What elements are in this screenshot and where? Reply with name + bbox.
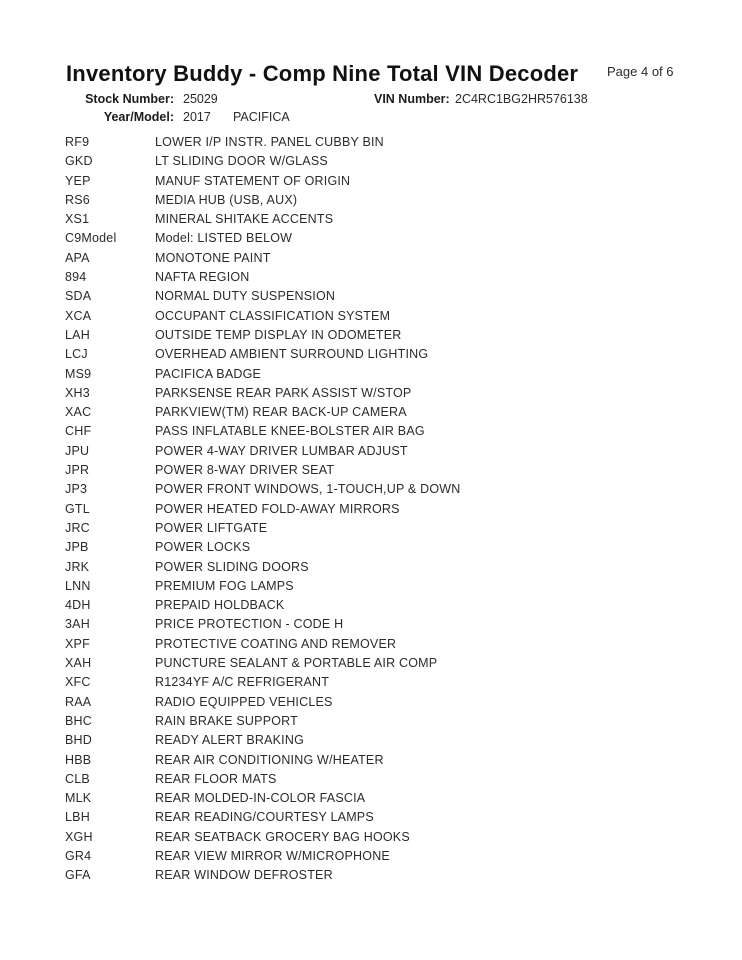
option-row [0, 828, 742, 847]
option-description: MINERAL SHITAKE ACCENTS [155, 212, 334, 227]
option-description: PROTECTIVE COATING AND REMOVER [155, 636, 397, 651]
option-code: BHC [65, 713, 92, 728]
option-code: XCA [65, 308, 92, 323]
option-code: XAC [65, 405, 92, 420]
option-code: 4DH [65, 598, 91, 613]
option-code: LNN [65, 578, 91, 593]
option-description: POWER 4-WAY DRIVER LUMBAR ADJUST [155, 443, 408, 458]
option-description: POWER 8-WAY DRIVER SEAT [155, 463, 335, 478]
option-row [0, 403, 742, 422]
option-code: CLB [65, 771, 90, 786]
option-row [0, 191, 742, 210]
option-row [0, 249, 742, 268]
option-code-list [0, 133, 742, 886]
option-description: LOWER I/P INSTR. PANEL CUBBY BIN [155, 135, 384, 149]
option-code: JPB [65, 540, 89, 555]
model-value: PACIFICA [233, 110, 290, 124]
option-code: 3AH [65, 617, 90, 632]
option-code: RF9 [65, 135, 90, 149]
option-code: SDA [65, 289, 92, 304]
option-row [0, 287, 742, 306]
option-row [0, 615, 742, 634]
option-description: OCCUPANT CLASSIFICATION SYSTEM [155, 308, 391, 323]
option-row [0, 654, 742, 673]
option-row [0, 152, 742, 171]
option-row [0, 693, 742, 712]
option-code: RAA [65, 694, 92, 709]
option-description: OUTSIDE TEMP DISPLAY IN ODOMETER [155, 327, 402, 342]
option-row [0, 384, 742, 403]
page-number: Page 4 of 6 [607, 64, 674, 79]
option-code: GFA [65, 868, 91, 883]
option-row [0, 442, 742, 461]
option-description: MEDIA HUB (USB, AUX) [155, 192, 298, 207]
option-row [0, 422, 742, 441]
option-description: PREPAID HOLDBACK [155, 598, 285, 613]
option-row [0, 229, 742, 248]
option-row [0, 133, 742, 152]
option-row [0, 866, 742, 885]
option-row [0, 847, 742, 866]
option-code: MS9 [65, 366, 92, 381]
vin-number-label: VIN Number: [374, 92, 450, 106]
option-row [0, 558, 742, 577]
meta-row-year-model [0, 110, 742, 126]
option-description: POWER SLIDING DOORS [155, 559, 309, 574]
option-description: READY ALERT BRAKING [155, 733, 304, 748]
option-description: REAR AIR CONDITIONING W/HEATER [155, 752, 384, 767]
option-code: RS6 [65, 192, 90, 207]
option-code: JPR [65, 463, 90, 478]
option-code: XPF [65, 636, 90, 651]
option-row [0, 673, 742, 692]
option-row [0, 635, 742, 654]
option-description: Model: LISTED BELOW [155, 231, 293, 246]
option-code: XGH [65, 829, 93, 844]
option-row [0, 596, 742, 615]
option-code: JPU [65, 443, 90, 458]
option-description: PACIFICA BADGE [155, 366, 262, 381]
option-description: REAR MOLDED-IN-COLOR FASCIA [155, 791, 366, 806]
option-row [0, 268, 742, 287]
option-code: XFC [65, 675, 91, 690]
option-description: POWER HEATED FOLD-AWAY MIRRORS [155, 501, 400, 516]
option-description: PARKSENSE REAR PARK ASSIST W/STOP [155, 385, 412, 400]
option-code: MLK [65, 791, 92, 806]
option-code: XAH [65, 656, 92, 671]
option-description: R1234YF A/C REFRIGERANT [155, 675, 330, 690]
option-description: PARKVIEW(TM) REAR BACK-UP CAMERA [155, 405, 407, 420]
option-code: C9Model [65, 231, 117, 246]
option-description: PUNCTURE SEALANT & PORTABLE AIR COMP [155, 656, 438, 671]
option-description: POWER LIFTGATE [155, 520, 268, 535]
option-description: REAR WINDOW DEFROSTER [155, 868, 333, 883]
option-code: GTL [65, 501, 90, 516]
option-row [0, 731, 742, 750]
option-row [0, 307, 742, 326]
option-code: JRK [65, 559, 90, 574]
option-row [0, 538, 742, 557]
option-description: MANUF STATEMENT OF ORIGIN [155, 173, 351, 188]
option-row [0, 345, 742, 364]
option-row [0, 519, 742, 538]
option-code: YEP [65, 173, 91, 188]
option-description: MONOTONE PAINT [155, 250, 271, 265]
option-row [0, 770, 742, 789]
option-code: CHF [65, 424, 92, 439]
vin-number-value: 2C4RC1BG2HR576138 [455, 92, 588, 106]
year-value: 2017 [183, 110, 211, 124]
option-row [0, 789, 742, 808]
option-code: LCJ [65, 347, 88, 362]
stock-number-value: 25029 [183, 92, 218, 106]
option-row [0, 172, 742, 191]
option-description: POWER LOCKS [155, 540, 251, 555]
option-code: JP3 [65, 482, 88, 497]
meta-row-stock-vin [0, 92, 742, 108]
option-code: GR4 [65, 848, 92, 863]
option-description: NORMAL DUTY SUSPENSION [155, 289, 336, 304]
option-row [0, 326, 742, 345]
option-description: REAR VIEW MIRROR W/MICROPHONE [155, 848, 390, 863]
option-description: RADIO EQUIPPED VEHICLES [155, 694, 333, 709]
option-code: LBH [65, 810, 90, 825]
page-title: Inventory Buddy - Comp Nine Total VIN Decoder [66, 61, 579, 86]
option-row [0, 712, 742, 731]
option-row [0, 480, 742, 499]
option-code: XS1 [65, 212, 90, 227]
option-description: PASS INFLATABLE KNEE-BOLSTER AIR BAG [155, 424, 425, 439]
option-code: BHD [65, 733, 92, 748]
option-description: REAR SEATBACK GROCERY BAG HOOKS [155, 829, 410, 844]
option-row [0, 751, 742, 770]
option-description: NAFTA REGION [155, 270, 250, 285]
option-row [0, 210, 742, 229]
option-description: REAR READING/COURTESY LAMPS [155, 810, 374, 825]
option-row [0, 808, 742, 827]
option-row [0, 365, 742, 384]
option-code: JRC [65, 520, 90, 535]
option-description: PRICE PROTECTION - CODE H [155, 617, 344, 632]
option-description: OVERHEAD AMBIENT SURROUND LIGHTING [155, 347, 429, 362]
option-description: RAIN BRAKE SUPPORT [155, 713, 298, 728]
option-code: APA [65, 250, 90, 265]
option-description: POWER FRONT WINDOWS, 1-TOUCH,UP & DOWN [155, 482, 461, 497]
option-row [0, 461, 742, 480]
option-code: XH3 [65, 385, 90, 400]
option-description: PREMIUM FOG LAMPS [155, 578, 294, 593]
option-row [0, 500, 742, 519]
year-model-label: Year/Model: [103, 110, 174, 124]
option-code: 894 [65, 270, 87, 285]
option-description: LT SLIDING DOOR W/GLASS [155, 154, 328, 169]
option-code: HBB [65, 752, 92, 767]
option-description: REAR FLOOR MATS [155, 771, 277, 786]
option-code: LAH [65, 327, 90, 342]
option-code: GKD [65, 154, 93, 169]
option-row [0, 577, 742, 596]
stock-number-label: Stock Number: [85, 92, 174, 106]
